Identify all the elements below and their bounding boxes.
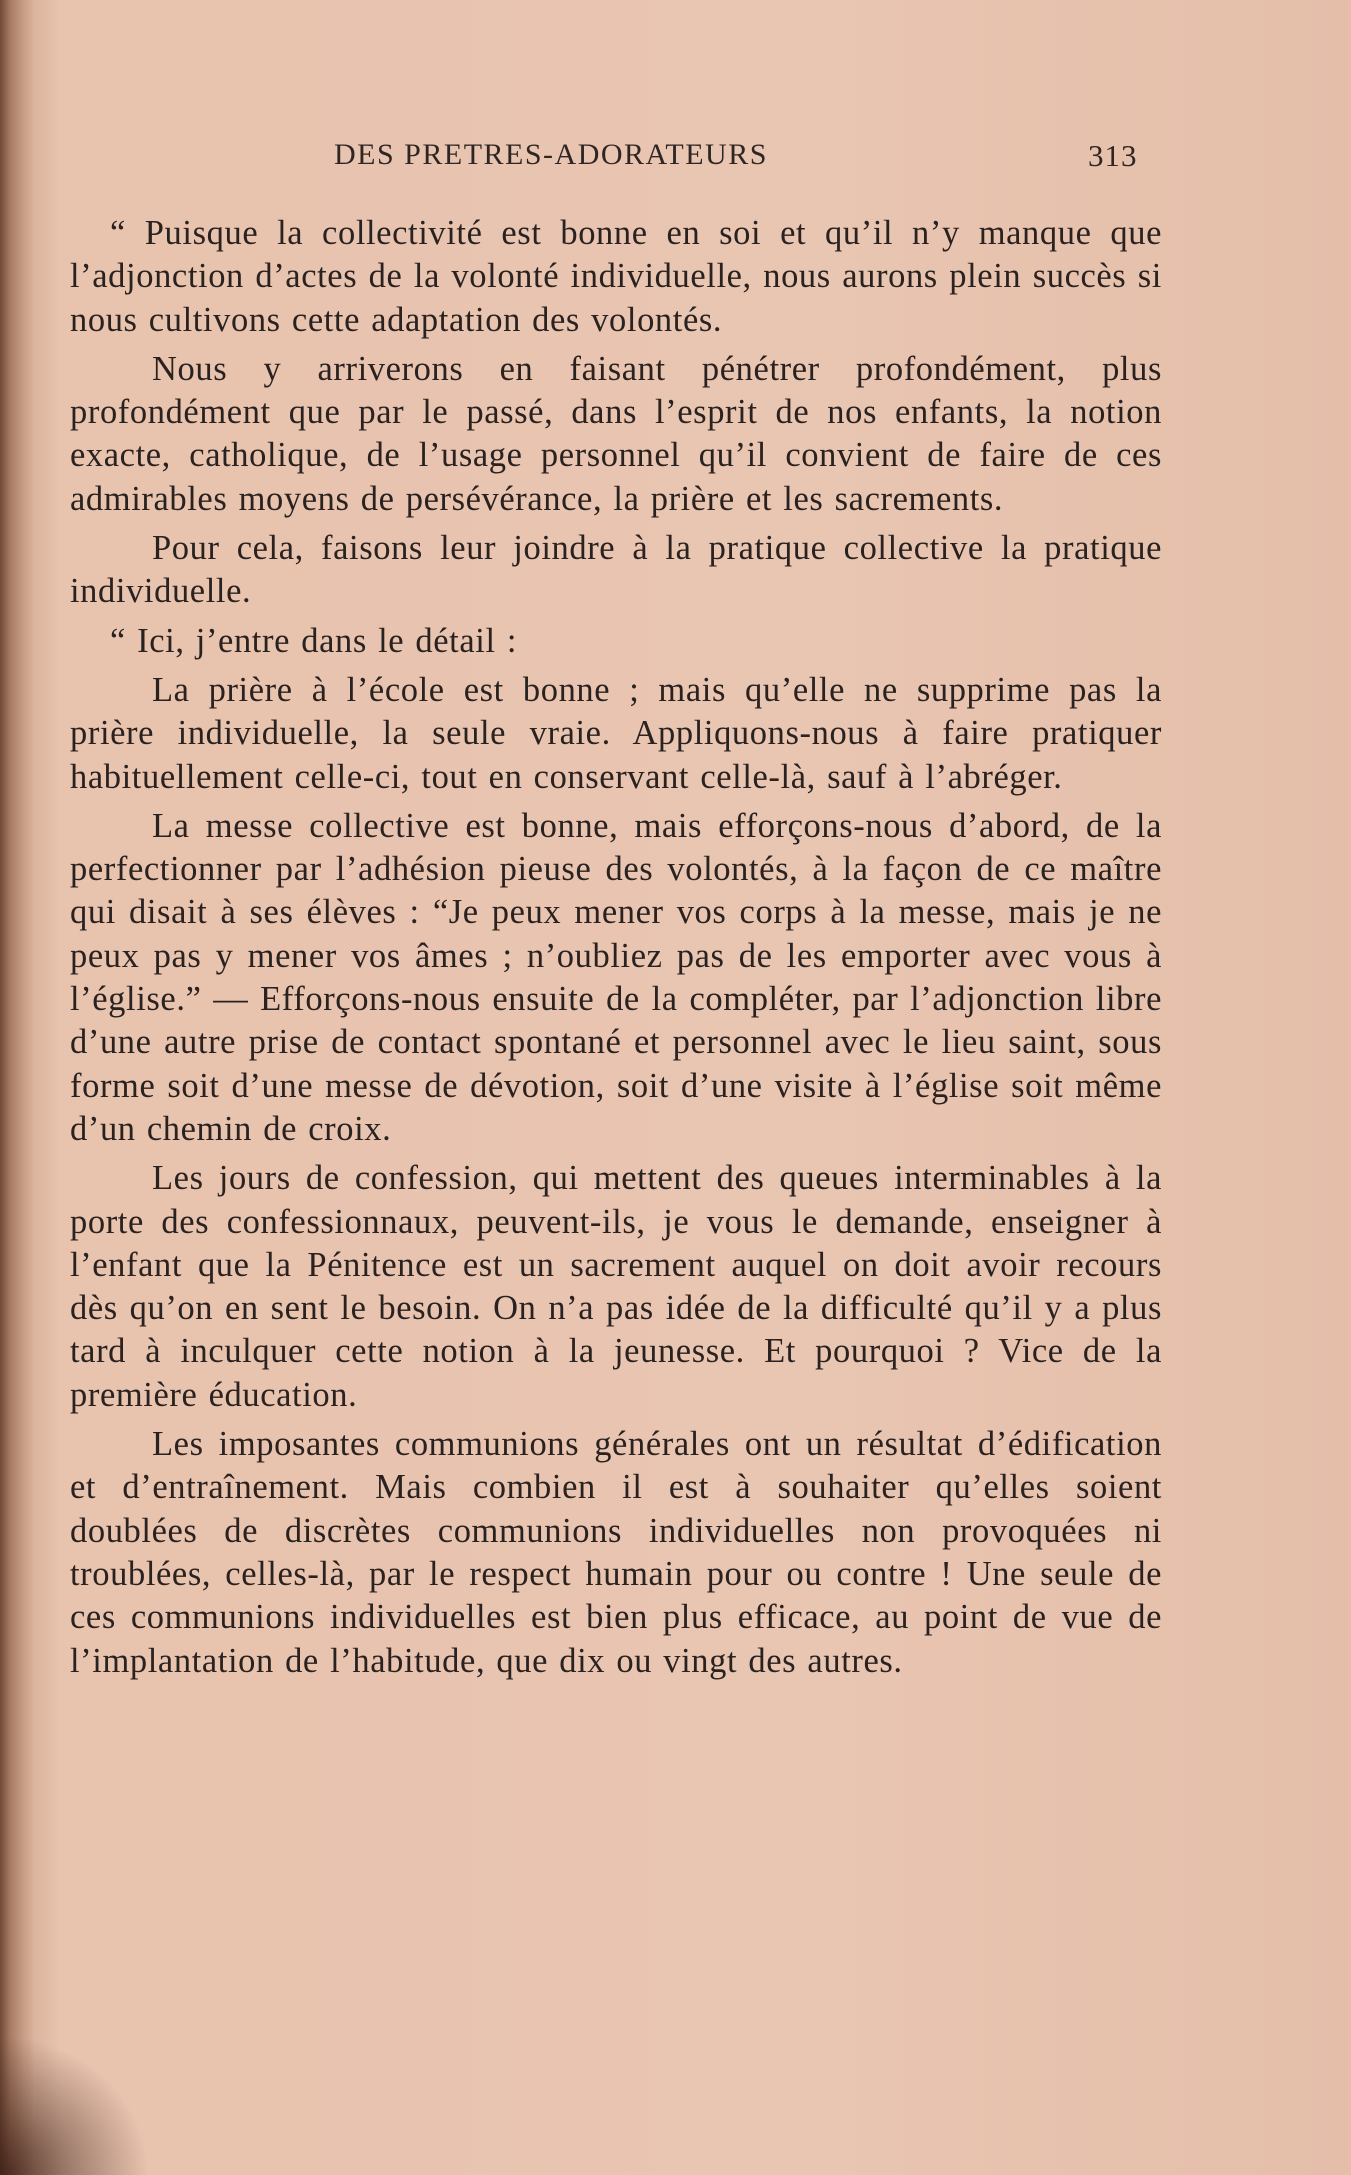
paragraph: Les imposantes communions générales ont un résultat d’édification et d’entraînement. Mais combien il est à souhaiter qu’elles soient doublées de discrètes communions individuelles non provoquées ni troublées, celles-là, par le respect humain pour ou contre ! Une seule de ces communions individuelles est bien plus efficace, au point de vue de l’implantation de l’habitude, que dix ou vingt des autres. [70,1425,1162,1680]
paragraph: Pour cela, faisons leur joindre à la pratique collective la pratique individuelle. [70,529,1162,611]
paragraph: “ Ici, j’entre dans le détail : [110,621,518,660]
paragraph: Nous y arriverons en faisant pénétrer profondément, plus profondément que par le passé, dans l’esprit de nos enfants, la notion exacte, catholique, de l’usage personnel qu’il convient de faire de ces admirables moyens de persévérance, la prière et les sacrements. [70,349,1162,518]
paragraph: Les jours de confession, qui mettent des queues interminables à la porte des confessionnaux, peuvent-ils, je vous le demande, enseigner à l’enfant que la Pénitence est un sacrement auquel on doit avoir recours dès qu’on en sent le besoin. On n’a pas idée de la difficulté qu’il y a plus tard à inculquer cette notion à la jeunesse. Et pourquoi ? Vice de la première éducation. [70,1159,1162,1414]
corner-shadow [0,2035,150,2175]
paragraph: “ Puisque la collectivité est bonne en soi et qu’il n’y manque que l’adjonction d’actes de la volonté individuelle, nous aurons plein succès si nous cultivons cette adaptation des volontés. [70,214,1162,339]
book-binding-edge [0,0,34,2175]
paragraph: La prière à l’école est bonne ; mais qu’elle ne supprime pas la prière individuelle, la seule vraie. Appliquons-nous à faire pratiquer habituellement celle-ci, tout en conservant celle-là, sauf à l’abréger. [70,670,1162,796]
paragraph: La messe collective est bonne, mais efforçons-nous d’abord, de la perfectionner par l’adhésion pieuse des volontés, à la façon de ce maître qui disait à ses élèves : “Je peux mener vos corps à la messe, mais je ne peux pas y mener vos âmes ; n’oubliez pas de les emporter avec vous à l’église.” — Efforçons-nous ensuite de la compléter, par l’adjonction libre d’une autre prise de contact spontané et personnel avec le lieu saint, sous forme soit d’une messe de dévotion, soit d’une visite à l’église soit même d’un chemin de croix. [70,806,1162,1148]
page-number: 313 [1088,138,1138,173]
body-text [70,212,1162,1683]
running-head [70,138,1191,178]
running-title: DES PRETRES-ADORATEURS [334,138,768,171]
